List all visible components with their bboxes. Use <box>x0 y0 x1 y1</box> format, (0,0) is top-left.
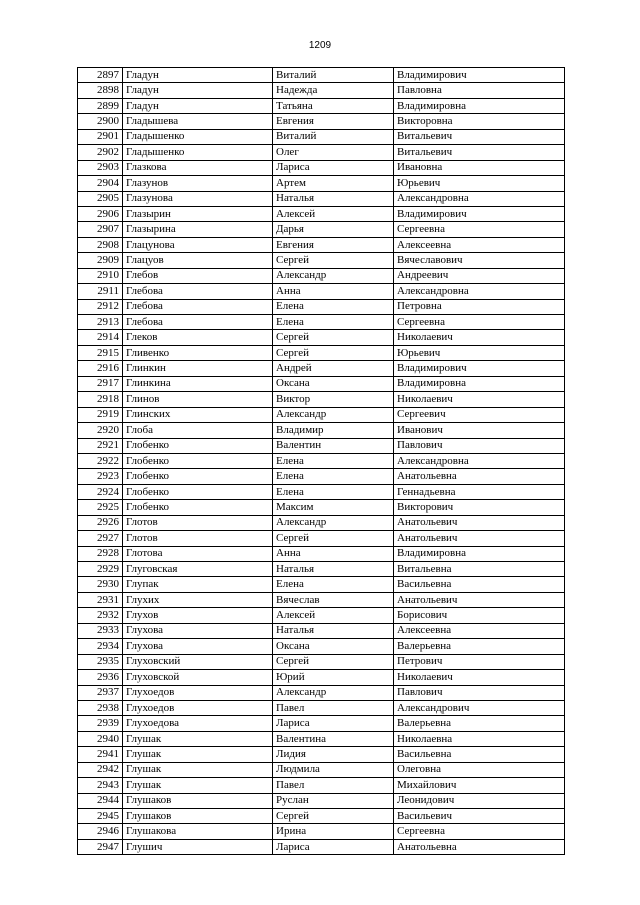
row-number-cell: 2945 <box>78 809 123 824</box>
first-name-cell: Наталья <box>273 191 394 206</box>
row-number-cell: 2946 <box>78 824 123 839</box>
surname-cell: Глушаков <box>123 809 273 824</box>
first-name-cell: Юрий <box>273 670 394 685</box>
surname-cell: Глушак <box>123 731 273 746</box>
table-row <box>78 206 565 221</box>
first-name-cell: Алексей <box>273 608 394 623</box>
surname-cell: Глобенко <box>123 438 273 453</box>
row-number-cell: 2907 <box>78 222 123 237</box>
first-name-cell: Лидия <box>273 747 394 762</box>
first-name-cell: Александр <box>273 268 394 283</box>
row-number-cell: 2944 <box>78 793 123 808</box>
patronymic-cell: Васильевна <box>394 577 565 592</box>
patronymic-cell: Витальевич <box>394 145 565 160</box>
patronymic-cell: Леонидович <box>394 793 565 808</box>
first-name-cell: Надежда <box>273 83 394 98</box>
first-name-cell: Виталий <box>273 68 394 83</box>
page-number: 1209 <box>308 40 332 51</box>
table-row <box>78 531 565 546</box>
row-number-cell: 2897 <box>78 68 123 83</box>
surname-cell: Глазырина <box>123 222 273 237</box>
first-name-cell: Виктор <box>273 392 394 407</box>
table-row <box>78 747 565 762</box>
patronymic-cell: Анатольевич <box>394 592 565 607</box>
patronymic-cell: Васильевна <box>394 747 565 762</box>
first-name-cell: Елена <box>273 469 394 484</box>
table-row <box>78 114 565 129</box>
patronymic-cell: Анатольевич <box>394 515 565 530</box>
first-name-cell: Сергей <box>273 330 394 345</box>
row-number-cell: 2935 <box>78 654 123 669</box>
first-name-cell: Валентина <box>273 731 394 746</box>
first-name-cell: Елена <box>273 299 394 314</box>
row-number-cell: 2936 <box>78 670 123 685</box>
names-table <box>77 67 565 855</box>
table-row <box>78 407 565 422</box>
patronymic-cell: Михайлович <box>394 778 565 793</box>
patronymic-cell: Владимировна <box>394 98 565 113</box>
surname-cell: Глуховской <box>123 670 273 685</box>
table-row <box>78 762 565 777</box>
first-name-cell: Павел <box>273 700 394 715</box>
surname-cell: Глушич <box>123 839 273 854</box>
surname-cell: Глуговская <box>123 562 273 577</box>
row-number-cell: 2932 <box>78 608 123 623</box>
patronymic-cell: Олеговна <box>394 762 565 777</box>
surname-cell: Глазырин <box>123 206 273 221</box>
patronymic-cell: Александровна <box>394 284 565 299</box>
first-name-cell: Оксана <box>273 376 394 391</box>
table-row <box>78 716 565 731</box>
first-name-cell: Сергей <box>273 253 394 268</box>
surname-cell: Глушак <box>123 747 273 762</box>
row-number-cell: 2919 <box>78 407 123 422</box>
row-number-cell: 2930 <box>78 577 123 592</box>
table-row <box>78 392 565 407</box>
first-name-cell: Максим <box>273 500 394 515</box>
patronymic-cell: Павлович <box>394 438 565 453</box>
patronymic-cell: Владимировна <box>394 376 565 391</box>
patronymic-cell: Викторовна <box>394 114 565 129</box>
surname-cell: Глеков <box>123 330 273 345</box>
row-number-cell: 2905 <box>78 191 123 206</box>
surname-cell: Гладун <box>123 98 273 113</box>
row-number-cell: 2903 <box>78 160 123 175</box>
patronymic-cell: Сергеевна <box>394 222 565 237</box>
table-row <box>78 68 565 83</box>
patronymic-cell: Павловна <box>394 83 565 98</box>
patronymic-cell: Борисович <box>394 608 565 623</box>
row-number-cell: 2911 <box>78 284 123 299</box>
surname-cell: Глоба <box>123 423 273 438</box>
row-number-cell: 2934 <box>78 639 123 654</box>
first-name-cell: Елена <box>273 577 394 592</box>
row-number-cell: 2918 <box>78 392 123 407</box>
patronymic-cell: Геннадьевна <box>394 484 565 499</box>
table-row <box>78 608 565 623</box>
surname-cell: Глинкина <box>123 376 273 391</box>
first-name-cell: Елена <box>273 315 394 330</box>
row-number-cell: 2920 <box>78 423 123 438</box>
first-name-cell: Сергей <box>273 531 394 546</box>
patronymic-cell: Юрьевич <box>394 345 565 360</box>
surname-cell: Глебова <box>123 315 273 330</box>
table-row <box>78 145 565 160</box>
surname-cell: Глацунова <box>123 237 273 252</box>
surname-cell: Гливенко <box>123 345 273 360</box>
table-row <box>78 176 565 191</box>
first-name-cell: Артем <box>273 176 394 191</box>
row-number-cell: 2913 <box>78 315 123 330</box>
patronymic-cell: Петровна <box>394 299 565 314</box>
first-name-cell: Андрей <box>273 361 394 376</box>
table-row <box>78 484 565 499</box>
row-number-cell: 2939 <box>78 716 123 731</box>
table-row <box>78 361 565 376</box>
table-row <box>78 654 565 669</box>
surname-cell: Глушакова <box>123 824 273 839</box>
table-row <box>78 160 565 175</box>
surname-cell: Глобенко <box>123 469 273 484</box>
row-number-cell: 2908 <box>78 237 123 252</box>
surname-cell: Глобенко <box>123 484 273 499</box>
patronymic-cell: Николаевич <box>394 392 565 407</box>
table-row <box>78 793 565 808</box>
patronymic-cell: Анатольевна <box>394 839 565 854</box>
row-number-cell: 2902 <box>78 145 123 160</box>
row-number-cell: 2922 <box>78 453 123 468</box>
table-row <box>78 515 565 530</box>
table-row <box>78 592 565 607</box>
table-row <box>78 191 565 206</box>
row-number-cell: 2912 <box>78 299 123 314</box>
first-name-cell: Елена <box>273 453 394 468</box>
table-row <box>78 500 565 515</box>
surname-cell: Глобенко <box>123 453 273 468</box>
row-number-cell: 2925 <box>78 500 123 515</box>
table-row <box>78 268 565 283</box>
surname-cell: Глебов <box>123 268 273 283</box>
row-number-cell: 2916 <box>78 361 123 376</box>
row-number-cell: 2940 <box>78 731 123 746</box>
table-row <box>78 253 565 268</box>
table-row <box>78 700 565 715</box>
row-number-cell: 2901 <box>78 129 123 144</box>
patronymic-cell: Владимировна <box>394 546 565 561</box>
surname-cell: Глухоедов <box>123 700 273 715</box>
first-name-cell: Лариса <box>273 160 394 175</box>
surname-cell: Гладышенко <box>123 129 273 144</box>
first-name-cell: Лариса <box>273 716 394 731</box>
surname-cell: Глухоедова <box>123 716 273 731</box>
first-name-cell: Сергей <box>273 809 394 824</box>
first-name-cell: Валентин <box>273 438 394 453</box>
row-number-cell: 2909 <box>78 253 123 268</box>
surname-cell: Гладышева <box>123 114 273 129</box>
row-number-cell: 2904 <box>78 176 123 191</box>
patronymic-cell: Алексеевна <box>394 623 565 638</box>
surname-cell: Глухова <box>123 623 273 638</box>
patronymic-cell: Валерьевна <box>394 716 565 731</box>
row-number-cell: 2928 <box>78 546 123 561</box>
surname-cell: Глухоедов <box>123 685 273 700</box>
table-row <box>78 83 565 98</box>
surname-cell: Глупак <box>123 577 273 592</box>
patronymic-cell: Васильевич <box>394 809 565 824</box>
row-number-cell: 2938 <box>78 700 123 715</box>
table-row <box>78 129 565 144</box>
row-number-cell: 2941 <box>78 747 123 762</box>
patronymic-cell: Петрович <box>394 654 565 669</box>
row-number-cell: 2937 <box>78 685 123 700</box>
first-name-cell: Анна <box>273 284 394 299</box>
first-name-cell: Сергей <box>273 654 394 669</box>
row-number-cell: 2917 <box>78 376 123 391</box>
first-name-cell: Александр <box>273 515 394 530</box>
patronymic-cell: Юрьевич <box>394 176 565 191</box>
table-row <box>78 809 565 824</box>
first-name-cell: Татьяна <box>273 98 394 113</box>
table-row <box>78 731 565 746</box>
patronymic-cell: Викторович <box>394 500 565 515</box>
patronymic-cell: Владимирович <box>394 361 565 376</box>
surname-cell: Глацуов <box>123 253 273 268</box>
first-name-cell: Владимир <box>273 423 394 438</box>
patronymic-cell: Алексеевна <box>394 237 565 252</box>
patronymic-cell: Сергеевна <box>394 315 565 330</box>
first-name-cell: Дарья <box>273 222 394 237</box>
table-row <box>78 423 565 438</box>
table-row <box>78 438 565 453</box>
row-number-cell: 2943 <box>78 778 123 793</box>
patronymic-cell: Сергеевич <box>394 407 565 422</box>
surname-cell: Глебова <box>123 284 273 299</box>
first-name-cell: Анна <box>273 546 394 561</box>
table-row <box>78 222 565 237</box>
patronymic-cell: Вячеславович <box>394 253 565 268</box>
first-name-cell: Руслан <box>273 793 394 808</box>
table-row <box>78 299 565 314</box>
row-number-cell: 2924 <box>78 484 123 499</box>
first-name-cell: Павел <box>273 778 394 793</box>
table-row <box>78 546 565 561</box>
patronymic-cell: Ивановна <box>394 160 565 175</box>
first-name-cell: Виталий <box>273 129 394 144</box>
patronymic-cell: Николаевич <box>394 670 565 685</box>
patronymic-cell: Анатольевна <box>394 469 565 484</box>
table-row <box>78 469 565 484</box>
row-number-cell: 2899 <box>78 98 123 113</box>
patronymic-cell: Николаевич <box>394 330 565 345</box>
surname-cell: Глушак <box>123 778 273 793</box>
first-name-cell: Наталья <box>273 562 394 577</box>
row-number-cell: 2914 <box>78 330 123 345</box>
surname-cell: Глобенко <box>123 500 273 515</box>
table-row <box>78 778 565 793</box>
surname-cell: Глазунова <box>123 191 273 206</box>
surname-cell: Глухов <box>123 608 273 623</box>
row-number-cell: 2900 <box>78 114 123 129</box>
table-row <box>78 376 565 391</box>
surname-cell: Глушак <box>123 762 273 777</box>
surname-cell: Глебова <box>123 299 273 314</box>
patronymic-cell: Иванович <box>394 423 565 438</box>
surname-cell: Гладун <box>123 83 273 98</box>
row-number-cell: 2915 <box>78 345 123 360</box>
surname-cell: Глуховский <box>123 654 273 669</box>
names-table-body <box>78 68 565 855</box>
row-number-cell: 2942 <box>78 762 123 777</box>
table-row <box>78 98 565 113</box>
row-number-cell: 2947 <box>78 839 123 854</box>
row-number-cell: 2898 <box>78 83 123 98</box>
first-name-cell: Людмила <box>273 762 394 777</box>
surname-cell: Глинов <box>123 392 273 407</box>
row-number-cell: 2927 <box>78 531 123 546</box>
table-row <box>78 577 565 592</box>
table-row <box>78 639 565 654</box>
first-name-cell: Сергей <box>273 345 394 360</box>
patronymic-cell: Анатольевич <box>394 531 565 546</box>
row-number-cell: 2931 <box>78 592 123 607</box>
patronymic-cell: Александровна <box>394 191 565 206</box>
surname-cell: Глазунов <box>123 176 273 191</box>
row-number-cell: 2933 <box>78 623 123 638</box>
table-row <box>78 824 565 839</box>
surname-cell: Глинских <box>123 407 273 422</box>
patronymic-cell: Александрович <box>394 700 565 715</box>
patronymic-cell: Владимирович <box>394 68 565 83</box>
first-name-cell: Евгения <box>273 114 394 129</box>
row-number-cell: 2921 <box>78 438 123 453</box>
table-row <box>78 315 565 330</box>
first-name-cell: Ирина <box>273 824 394 839</box>
table-row <box>78 670 565 685</box>
row-number-cell: 2926 <box>78 515 123 530</box>
first-name-cell: Александр <box>273 407 394 422</box>
table-row <box>78 685 565 700</box>
first-name-cell: Евгения <box>273 237 394 252</box>
surname-cell: Глушаков <box>123 793 273 808</box>
table-row <box>78 453 565 468</box>
table-row <box>78 839 565 854</box>
patronymic-cell: Александровна <box>394 453 565 468</box>
patronymic-cell: Павлович <box>394 685 565 700</box>
surname-cell: Глухих <box>123 592 273 607</box>
row-number-cell: 2906 <box>78 206 123 221</box>
row-number-cell: 2923 <box>78 469 123 484</box>
table-row <box>78 623 565 638</box>
table-row <box>78 345 565 360</box>
first-name-cell: Вячеслав <box>273 592 394 607</box>
first-name-cell: Александр <box>273 685 394 700</box>
first-name-cell: Алексей <box>273 206 394 221</box>
surname-cell: Глотов <box>123 515 273 530</box>
first-name-cell: Олег <box>273 145 394 160</box>
patronymic-cell: Николаевна <box>394 731 565 746</box>
surname-cell: Глинкин <box>123 361 273 376</box>
table-row <box>78 330 565 345</box>
row-number-cell: 2910 <box>78 268 123 283</box>
patronymic-cell: Андреевич <box>394 268 565 283</box>
first-name-cell: Лариса <box>273 839 394 854</box>
patronymic-cell: Сергеевна <box>394 824 565 839</box>
table-row <box>78 562 565 577</box>
surname-cell: Глотов <box>123 531 273 546</box>
surname-cell: Гладышенко <box>123 145 273 160</box>
patronymic-cell: Витальевна <box>394 562 565 577</box>
surname-cell: Глазкова <box>123 160 273 175</box>
patronymic-cell: Витальевич <box>394 129 565 144</box>
surname-cell: Глухова <box>123 639 273 654</box>
patronymic-cell: Валерьевна <box>394 639 565 654</box>
table-row <box>78 284 565 299</box>
table-row <box>78 237 565 252</box>
patronymic-cell: Владимирович <box>394 206 565 221</box>
first-name-cell: Елена <box>273 484 394 499</box>
surname-cell: Гладун <box>123 68 273 83</box>
row-number-cell: 2929 <box>78 562 123 577</box>
first-name-cell: Оксана <box>273 639 394 654</box>
first-name-cell: Наталья <box>273 623 394 638</box>
surname-cell: Глотова <box>123 546 273 561</box>
